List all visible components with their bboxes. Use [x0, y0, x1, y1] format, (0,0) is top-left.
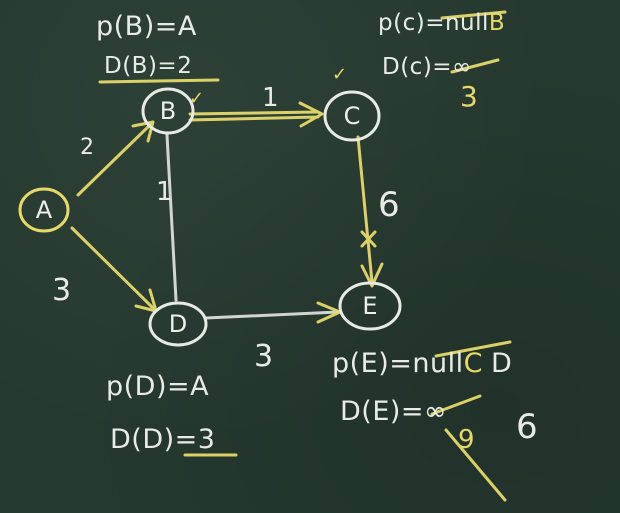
annotation-p-e — [332, 348, 512, 379]
d-d-val: 3 — [197, 424, 216, 455]
d-e-struck2: 9 — [458, 425, 475, 455]
d-c-struck: ∞ — [452, 54, 472, 80]
underline-db — [100, 80, 218, 82]
d-d-prefix: D(D)= — [110, 424, 198, 455]
node-b-label: B — [159, 97, 177, 125]
d-c-prefix: D(c)= — [382, 54, 453, 80]
annotation-p-c — [378, 10, 505, 36]
node-e-label: E — [362, 292, 378, 320]
p-e-struck: null — [412, 348, 464, 379]
p-e-prefix: p(E)= — [332, 348, 413, 379]
node-d-label: D — [168, 310, 188, 338]
annotation-d-d — [110, 424, 215, 455]
d-e-struck: ∞ — [424, 396, 448, 427]
p-c-struck: null — [444, 10, 489, 36]
arrowhead-b-c — [300, 103, 322, 126]
p-c-prefix: p(c)= — [378, 10, 445, 36]
weight-b-d: 1 — [156, 177, 173, 207]
edge-b-c-2 — [190, 117, 318, 120]
edge-a-d — [72, 228, 153, 308]
checkmark-b: ✓ — [189, 88, 205, 109]
annotation-p-d: p(D)=A — [106, 371, 210, 402]
weight-a-d: 3 — [52, 273, 72, 308]
checkmark-c: ✓ — [332, 64, 348, 85]
weight-d-e: 3 — [254, 339, 274, 374]
p-e-struck2: C — [463, 348, 483, 379]
strike-e-9 — [446, 430, 505, 500]
annotation-d-e — [340, 396, 447, 427]
p-c-new: B — [488, 10, 506, 36]
edge-b-d — [167, 135, 176, 300]
edge-d-e-white — [206, 312, 338, 318]
d-c-new: 3 — [460, 80, 478, 113]
weight-c-e: 6 — [378, 185, 400, 225]
p-e-new: D — [490, 348, 513, 379]
annotation-p-b: p(B)=A — [96, 11, 197, 42]
weight-b-c: 1 — [262, 83, 279, 113]
d-e-prefix: D(E)= — [340, 396, 425, 427]
annotation-d-c — [382, 54, 472, 80]
edge-c-e — [358, 137, 372, 282]
edge-b-c — [190, 112, 318, 114]
d-e-new: 6 — [516, 407, 539, 447]
node-c-label: C — [343, 102, 361, 130]
weight-a-b: 2 — [80, 135, 94, 160]
annotation-d-b: D(B)=2 — [104, 53, 193, 79]
node-a-label: A — [35, 196, 53, 224]
